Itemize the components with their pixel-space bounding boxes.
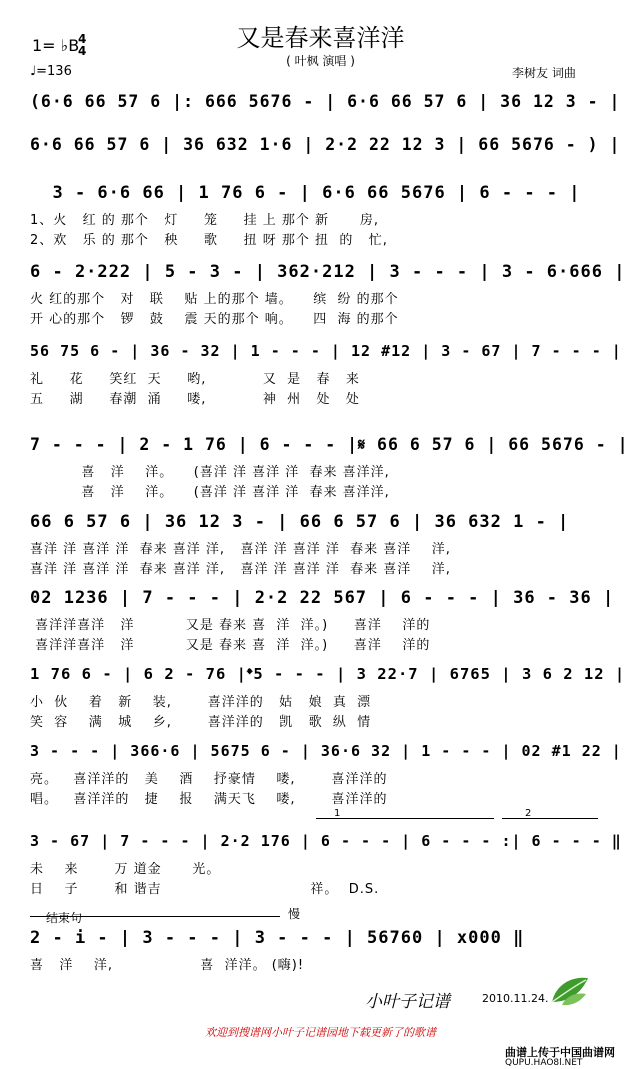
notation-line: 3 - 67 | 7 - - - | 2·2 176 | 6 - - - | 6 - - - :| 6 - - - ‖ (30, 832, 622, 850)
lyric-line: 2、欢 乐 的 那个 秧 歌 扭 呀 那个 扭 的 忙, (30, 233, 388, 248)
notation-line: 2 - i - | 3 - - - | 3 - - - | 56760 | x000 ‖ (30, 928, 525, 948)
lyric-line: 日 子 和 谐吉 祥。 D.S. (30, 882, 380, 897)
lyric-line: 喜洋洋喜洋 洋 又是 春来 喜 洋 洋。) 喜洋 洋的 (30, 638, 431, 653)
time-signature-bottom: 4 (78, 44, 87, 58)
leaf-logo-icon (548, 972, 592, 1012)
key-signature: 1= ♭B (32, 36, 80, 55)
time-signature-top: 4 (78, 32, 87, 46)
notation-line: 1 76 6 - | 6 2 - 76 |𝄌5 - - - | 3 22·7 | 6765 | 3 6 2 12 | (30, 665, 626, 683)
ritardando-label: 慢 (288, 907, 301, 921)
notation-line: 3 - 6·6 66 | 1 76 6 - | 6·6 66 5676 | 6 - - - | (30, 183, 581, 203)
notation-line: 56 75 6 - | 36 - 32 | 1 - - - | 12 #12 | 3 - 67 | 7 - - - | (30, 342, 622, 360)
volta-2-number: 2 (525, 808, 532, 819)
lyric-line: 小 伙 着 新 装, 喜洋洋的 姑 娘 真 漂 (30, 695, 372, 710)
lyric-line: 笑 容 满 城 乡, 喜洋洋的 凯 歌 纵 情 (30, 715, 372, 730)
transcriber-signature: 小叶子记谱 (365, 992, 450, 1012)
lyric-line: 开 心的那个 锣 鼓 震 天的那个 响。 四 海 的那个 (30, 312, 399, 327)
lyric-line: 喜洋洋喜洋 洋 又是 春来 喜 洋 洋。) 喜洋 洋的 (30, 618, 431, 633)
lyric-line: 喜洋 洋 喜洋 洋 春来 喜洋 洋, 喜洋 洋 喜洋 洋 春来 喜洋 洋, (30, 562, 451, 577)
lyric-line: 未 来 万 道金 光。 (30, 862, 221, 877)
lyric-line: 火 红的那个 对 联 贴 上的那个 墙。 缤 纷 的那个 (30, 292, 399, 307)
lyric-line: 喜 洋 洋。 (喜洋 洋 喜洋 洋 春来 喜洋洋, (30, 465, 390, 480)
volta-2-bracket (502, 818, 598, 819)
transcription-date: 2010.11.24. (482, 992, 549, 1005)
song-title: 又是春来喜洋洋 (236, 24, 405, 52)
lyric-line: 唱。 喜洋洋的 捷 报 满天飞 喽, 喜洋洋的 (30, 792, 388, 807)
volta-1-bracket (316, 818, 494, 819)
notation-line: 02 1236 | 7 - - - | 2·2 22 567 | 6 - - - | 36 - 36 | (30, 588, 615, 608)
time-signature (78, 33, 86, 57)
notation-line: 66 6 57 6 | 36 12 3 - | 66 6 57 6 | 36 632 1 - | (30, 512, 570, 532)
lyric-line: 五 湖 春潮 涌 喽, 神 州 处 处 (30, 392, 360, 407)
performer-credit: ( 叶枫 演唱 ) (286, 54, 355, 68)
notation-line: 6·6 66 57 6 | 36 632 1·6 | 2·2 22 12 3 | 66 5676 - ) | (30, 135, 621, 154)
lyric-line: 喜洋 洋 喜洋 洋 春来 喜洋 洋, 喜洋 洋 喜洋 洋 春来 喜洋 洋, (30, 542, 451, 557)
ending-label: 结束句 (46, 911, 83, 925)
volta-1-number: 1 (334, 808, 341, 819)
tempo-mark: ♩=136 (30, 64, 72, 79)
notation-line: (6·6 66 57 6 |: 666 5676 - | 6·6 66 57 6 | 36 12 3 - | (30, 92, 621, 111)
lyric-line: 1、火 红 的 那个 灯 笼 挂 上 那个 新 房, (30, 213, 379, 228)
lyric-line: 亮。 喜洋洋的 美 酒 抒豪情 喽, 喜洋洋的 (30, 772, 388, 787)
notation-line: 6 - 2·222 | 5 - 3 - | 362·212 | 3 - - - | 3 - 6·666 | (30, 262, 626, 282)
notation-line: 7 - - - | 2 - 1 76 | 6 - - - |𝄋 66 6 57 6 | 66 5676 - | (30, 435, 629, 454)
lyric-line: 礼 花 笑红 天 哟, 又 是 春 来 (30, 372, 360, 387)
site-watermark: QUPU.HAO8l.NET (505, 1058, 583, 1068)
notation-line: 3 - - - | 366·6 | 5675 6 - | 36·6 32 | 1 - - - | 02 #1 22 | (30, 742, 622, 760)
lyric-line: 喜 洋 洋。 (喜洋 洋 喜洋 洋 春来 喜洋洋, (30, 485, 390, 500)
lyricist-composer: 李树友 词曲 (512, 66, 576, 80)
lyric-line: 喜 洋 洋, 喜 洋洋。 (嗨)! (30, 958, 305, 973)
footer-welcome: 欢迎到搜谱网小叶子记谱园地下载更新了的歌谱 (205, 1026, 436, 1039)
upload-notice: 曲谱上传于中国曲谱网 (505, 1046, 615, 1059)
